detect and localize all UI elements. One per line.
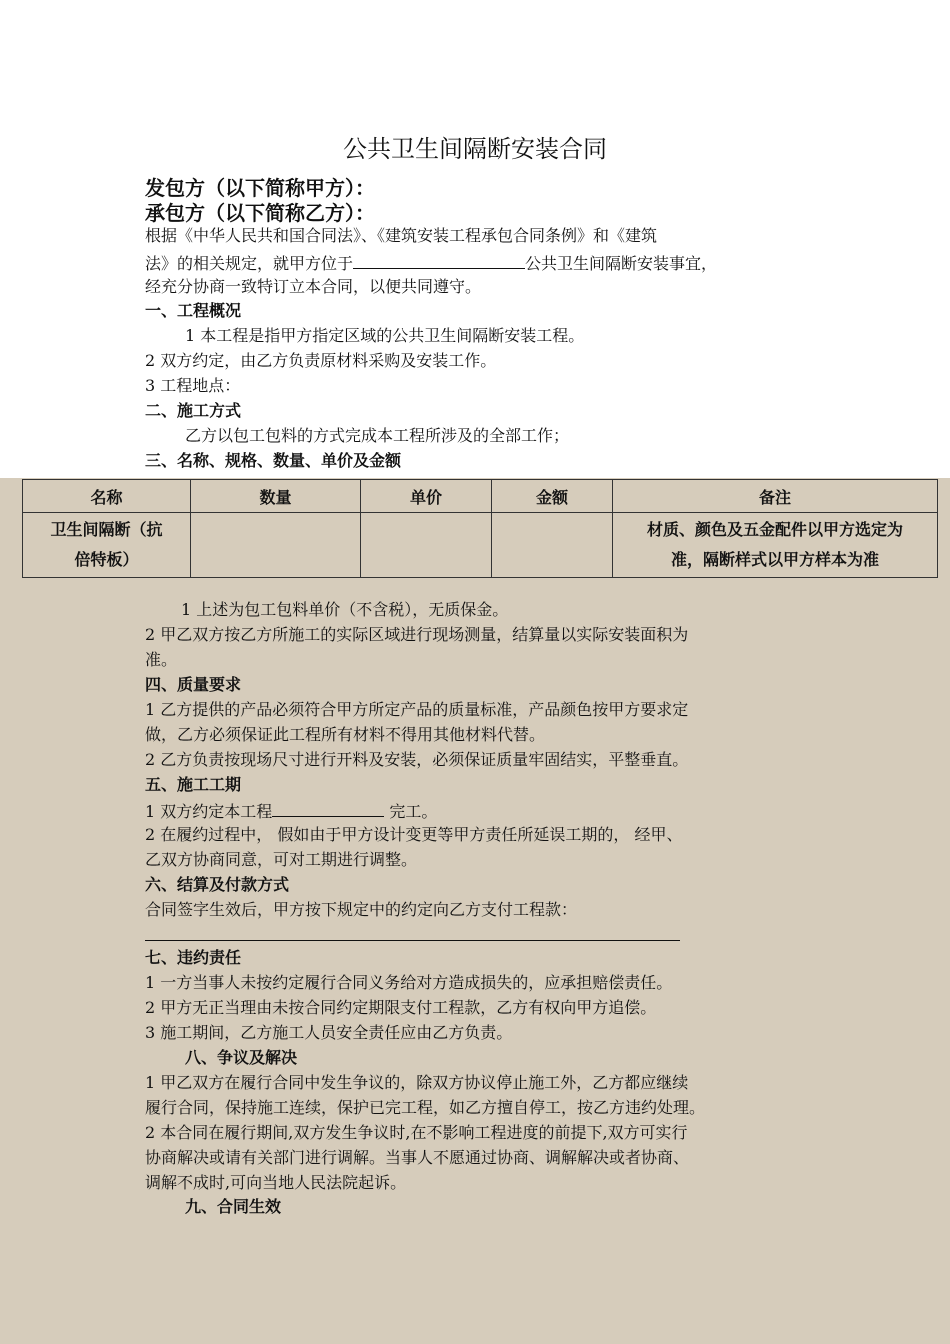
intro-line-2 [145, 252, 717, 274]
section-8-item-2-cont-2: 调解不成时,可向当地人民法院起诉。 [145, 1173, 407, 1192]
section-1-item-1: 1 本工程是指甲方指定区域的公共卫生间隔断安装工程。 [185, 326, 585, 345]
section-5-item-2-cont: 乙双方协商同意，可对工期进行调整。 [145, 850, 418, 869]
party-b-line: 承包方（以下简称乙方）： [145, 201, 375, 225]
section-6-item-1: 合同签字生效后，甲方按下规定中的约定向乙方支付工程款： [145, 900, 578, 919]
table-header-row [23, 480, 938, 513]
section-4-item-2: 2 乙方负责按现场尺寸进行开料及安装，必须保证质量牢固结实，平整垂直。 [145, 750, 689, 769]
section-4-heading: 四、质量要求 [145, 675, 242, 694]
intro-line-3: 经充分协商一致特订立本合同，以便共同遵守。 [145, 277, 482, 296]
intro-line-1: 根据《中华人民共和国合同法》、《建筑安装工程承包合同条例》和《建筑 [145, 226, 658, 245]
section-2-heading: 二、施工方式 [145, 401, 242, 420]
cell-name-line-2: 倍特板） [74, 550, 139, 569]
section-1-item-3: 3 工程地点： [145, 376, 241, 395]
section-7-item-3: 3 施工期间，乙方施工人员安全责任应由乙方负责。 [145, 1023, 513, 1042]
section-1-item-2: 2 双方约定，由乙方负责原材料采购及安装工作。 [145, 351, 497, 370]
section-3-note-2: 2 甲乙双方按乙方所施工的实际区域进行现场测量，结算量以实际安装面积为 [145, 625, 689, 644]
section-5-heading: 五、施工工期 [145, 775, 242, 794]
section-8-item-2: 2 本合同在履行期间,双方发生争议时,在不影响工程进度的前提下,双方可实行 [145, 1123, 688, 1142]
cell-name-line-1: 卫生间隔断（抗 [50, 520, 163, 539]
cell-unit-price [361, 513, 492, 578]
location-blank [353, 252, 525, 269]
payment-terms-blank-line [145, 940, 680, 941]
section-8-item-2-cont: 协商解决或请有关部门进行调解。当事人不愿通过协商、调解解决或者协商、 [145, 1148, 690, 1167]
section-5-item-1-start: 1 双方约定本工程 [145, 802, 273, 821]
price-table [22, 479, 938, 578]
section-3-note-2-cont: 准。 [145, 650, 178, 669]
section-8-heading: 八、争议及解决 [185, 1048, 298, 1067]
completion-date-blank [272, 800, 384, 817]
cell-amount [492, 513, 613, 578]
section-4-item-1: 1 乙方提供的产品必须符合甲方所定产品的质量标准，产品颜色按甲方要求定 [145, 700, 689, 719]
document-title: 公共卫生间隔断安装合同 [343, 135, 607, 163]
section-2-item-1: 乙方以包工包料的方式完成本工程所涉及的全部工作； [185, 426, 570, 445]
section-5-item-1-end: 完工。 [384, 802, 438, 821]
cell-note-line-1: 材质、颜色及五金配件以甲方选定为 [646, 520, 903, 539]
section-5-item-2: 2 在履约过程中， 假如由于甲方设计变更等甲方责任所延误工期的， 经甲、 [145, 825, 683, 844]
section-6-heading: 六、结算及付款方式 [145, 875, 290, 894]
section-9-heading: 九、合同生效 [185, 1197, 282, 1216]
section-8-item-1-cont: 履行合同，保持施工连续，保护已完工程，如乙方擅自停工，按乙方违约处理。 [145, 1098, 706, 1117]
cell-quantity [191, 513, 361, 578]
section-7-heading: 七、违约责任 [145, 948, 242, 967]
section-5-item-1 [145, 800, 437, 822]
section-7-item-1: 1 一方当事人未按约定履行合同义务给对方造成损失的，应承担赔偿责任。 [145, 973, 673, 992]
header-name: 名称 [23, 480, 191, 513]
table-row [23, 513, 938, 578]
section-1-heading: 一、工程概况 [145, 301, 242, 320]
section-7-item-2: 2 甲方无正当理由未按合同约定期限支付工程款，乙方有权向甲方追偿。 [145, 998, 657, 1017]
section-8-item-1: 1 甲乙双方在履行合同中发生争议的，除双方协议停止施工外，乙方都应继续 [145, 1073, 689, 1092]
party-a-line: 发包方（以下简称甲方）： [145, 176, 375, 200]
header-note: 备注 [613, 480, 938, 513]
header-quantity: 数量 [191, 480, 361, 513]
section-4-item-1-cont: 做，乙方必须保证此工程所有材料不得用其他材料代替。 [145, 725, 546, 744]
section-3-heading: 三、名称、规格、数量、单价及金额 [145, 451, 402, 470]
intro-line-2-start: 法》的相关规定，就甲方位于 [145, 254, 354, 273]
header-amount: 金额 [492, 480, 613, 513]
cell-name [23, 513, 191, 578]
intro-line-2-end: 公共卫生间隔断安装事宜， [525, 254, 718, 273]
cell-note-line-2: 准，隔断样式以甲方样本为准 [670, 550, 879, 569]
header-unit-price: 单价 [361, 480, 492, 513]
cell-note [613, 513, 938, 578]
section-3-note-1: 1 上述为包工包料单价（不含税），无质保金。 [181, 600, 509, 619]
